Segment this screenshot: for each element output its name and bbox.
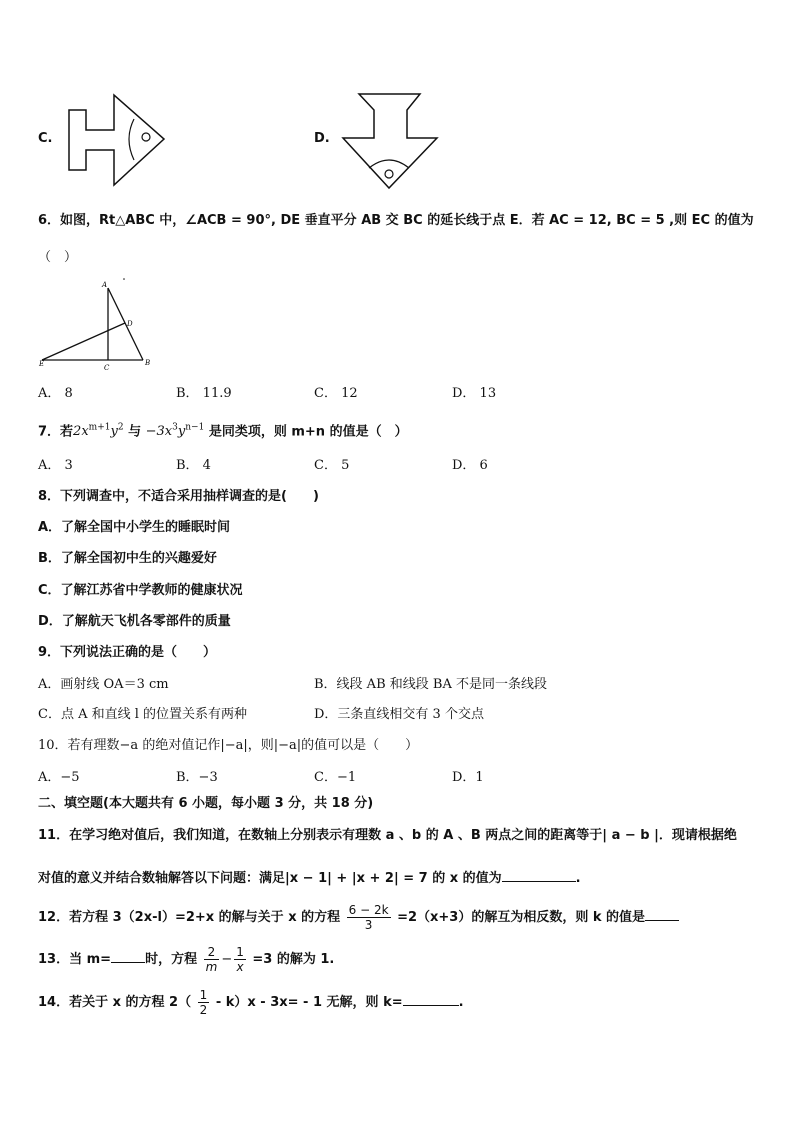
q13-fraction-2: $\frac{1}{x}$ <box>236 945 244 974</box>
q11-answer-blank[interactable] <box>502 869 576 882</box>
q6-label-a: A <box>102 281 108 289</box>
q10-option-b: B．−3 <box>176 770 218 785</box>
q11-line1: 11．在学习绝对值后，我们知道，在数轴上分别表示有理数 a 、b 的 A 、B 两点之间的距离等于| a − b |．现请根据绝 <box>38 828 737 843</box>
q7-option-b: B． 4 <box>176 458 211 473</box>
q12-fraction: $\frac{6 - 2k}{3}$ <box>348 903 389 932</box>
q6-option-c: C． 12 <box>314 386 358 401</box>
q6-option-b: B． 11.9 <box>176 386 232 401</box>
q13-fraction-1: $\frac{2}{m}$ <box>205 945 218 974</box>
q9-option-a: A．画射线 OA＝3 cm <box>38 677 169 692</box>
q6-option-d: D． 13 <box>452 386 497 401</box>
q6-option-a: A． 8 <box>38 386 73 401</box>
q7-option-d: D． 6 <box>452 458 488 473</box>
q13-answer-blank[interactable] <box>111 950 145 963</box>
q12-line: 12．若方程 3（2x-l）=2+x 的解与关于 x 的方程 $\frac{6 - 2k}{3}$ =2（x+3）的解互为相反数，则 k 的值是 <box>38 903 679 933</box>
option-c-figure <box>66 92 166 188</box>
q14-answer-blank[interactable] <box>403 993 459 1006</box>
q6-label-d: D <box>127 320 133 328</box>
q8-option-b: B．了解全国初中生的兴趣爱好 <box>38 551 217 566</box>
q8-option-d: D．了解航天飞机各零部件的质量 <box>38 614 231 629</box>
q9-stem: 9．下列说法正确的是（ ） <box>38 645 217 660</box>
q6-stem: 6．如图，Rt△ABC 中，∠ACB = 90°, DE 垂直平分 AB 交 BC 的延长线于点 E．若 AC = 12, BC = 5 ,则 EC 的值为 <box>38 213 754 228</box>
q11-line2: 对值的意义并结合数轴解答以下问题：满足|x − 1| + |x + 2| = 7 的 x 的值为 . <box>38 871 581 886</box>
q9-option-b: B．线段 AB 和线段 BA 不是同一条线段 <box>314 677 547 692</box>
option-c-label: C. <box>38 131 53 146</box>
q6-label-e: E <box>39 360 45 368</box>
q7-stem: 7．若$2x^{m+1}y^2$ 与 $-3x^3y^{n-1}$ 是同类项，则 m+n 的值是（ ） <box>38 423 408 440</box>
q10-stem: 10．若有理数−a 的绝对值记作|−a|，则|−a|的值可以是（ ） <box>38 738 419 753</box>
q7-option-a: A． 3 <box>38 458 73 473</box>
q14-fraction: $\frac{1}{2}$ <box>199 988 208 1017</box>
q9-option-d: D．三条直线相交有 3 个交点 <box>314 707 484 722</box>
q10-option-c: C．−1 <box>314 770 357 785</box>
section-heading: 二、填空题(本大题共有 6 小题，每小题 3 分，共 18 分) <box>38 796 374 811</box>
q6-paren: （ ） <box>38 250 78 265</box>
q8-option-a: A．了解全国中小学生的睡眠时间 <box>38 520 231 535</box>
q6-label-b: B <box>145 359 151 367</box>
q8-option-c: C．了解江苏省中学教师的健康状况 <box>38 583 243 598</box>
q10-option-d: D．1 <box>452 770 484 785</box>
q12-answer-blank[interactable] <box>645 908 679 921</box>
q6-label-c: C <box>104 364 110 372</box>
q10-option-a: A．−5 <box>38 770 80 785</box>
q6-figure <box>36 276 156 374</box>
q8-stem: 8．下列调查中，不适合采用抽样调查的是( ) <box>38 489 319 504</box>
q9-option-c: C．点 A 和直线 l 的位置关系有两种 <box>38 707 248 722</box>
q7-option-c: C． 5 <box>314 458 350 473</box>
q14-line: 14．若关于 x 的方程 2（ $\frac{1}{2}$ - k）x - 3x= - 1 无解，则 k= . <box>38 988 464 1017</box>
q13-line: 13．当 m= 时，方程 $\frac{2}{m}$ − $\frac{1}{x}$ =3 的解为 1. <box>38 945 335 974</box>
option-d-figure <box>340 92 440 190</box>
option-d-label: D. <box>314 131 330 146</box>
